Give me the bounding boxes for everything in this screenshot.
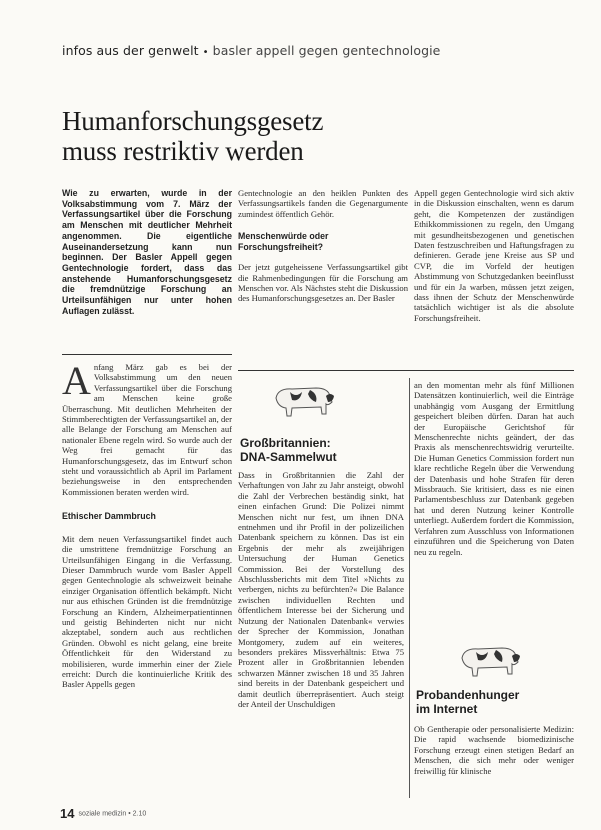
box1-column-1	[238, 470, 404, 800]
article-body-col3: Appell gegen Gentechnologie wird sich aktiv in die Diskussion einschalten, wenn es darum geht, die Kompetenzen der zuständigen Ethikkommissionen zu regeln, den Umgang mit gesundheitsbezogenen und genetischen Daten festzuschreiben und Haftungsfragen zu definieren. Gerade jene Kreise aus SP und CVP, die im Vorfeld der heutigen Abstimmung von Schutzgedanken beeinflusst und für ein Ja warben, müssen jetzt zeigen, dass ihnen der Schutz der Menschenwürde tatsächlich wichtiger ist als die absolute Forschungsfreiheit.	[414, 188, 574, 323]
box1-title	[240, 436, 337, 464]
article-body-col1b: Mit dem neuen Verfassungsartikel findet auch die umstrittene fremdnützige Forschung an Urteilsunfähigen Eingang in die Verfassung. Dieser Dammbruch wurde vom Basler Appell gegen Gentechnologie als schweizweit beinahe einziger Organisation öffentlich bekämpft. Nicht nur aus ethischen Gründen ist die fremdnützige Forschung an Kindern, Alzheimerpatientinnen und geistig Behinderten nicht nur nicht akzeptabel, sondern auch aus rechtlichen Gründen. Obwohl es nicht gelang, eine breite Öffentlichkeit für den Widerstand zu mobilisieren, wurde immerhin einer der Ziele erreicht: Durch die kontinuierliche Kritik des Basler Appells gegen	[62, 533, 232, 690]
subhead-menschenwuerde: Menschenwürde oder Forschungsfreiheit?	[238, 231, 329, 252]
box-divider	[238, 370, 574, 371]
box1-title-line2: DNA-Sammelwut	[240, 450, 337, 464]
article-title-line2: muss restriktiv werden	[62, 136, 304, 166]
article-column-1	[62, 362, 232, 802]
article-title-line1: Humanforschungsgesetz	[62, 106, 324, 136]
section-name: infos aus der genwelt	[62, 43, 199, 58]
box2-title	[416, 688, 519, 716]
section-topic: basler appell gegen gentechnologie	[212, 43, 441, 58]
box2-column	[414, 724, 574, 800]
article-column-2	[238, 188, 408, 358]
article-column-3	[414, 188, 574, 354]
cow-icon	[456, 640, 522, 684]
box2-title-line1: Probandenhunger	[416, 688, 520, 702]
cow-icon	[270, 380, 336, 424]
box2-title-line2: im Internet	[416, 702, 478, 716]
article-lead: Wie zu erwarten, wurde in der Volksabstimmung vom 7. März der Verfassungsartikel über die Forschung am Menschen mit deutlicher Mehrheit angenommen. Die eigentliche Auseinandersetzung kann nun beginnen. Der Basler Appell gegen Gentechnologie fordert, dass das anstehende Humanforschungsgesetz die fremdnützige Forschung an Urteilsunfähigen nur unter hohen Auflagen zulässt.	[62, 188, 232, 316]
article-body-col2b: Der jetzt gutgeheissene Verfassungsartikel gibt die Rahmenbedingungen für die Forschung am Menschen vor. Als Nächstes steht die Diskussion des Humanforschungsgesetzes an. Der Basler	[238, 262, 408, 304]
lead-divider	[62, 354, 232, 355]
page-footer	[60, 806, 146, 821]
separator-bullet: •	[202, 47, 209, 58]
article-body-col2a: Gentechnologie an den heiklen Punkten des Verfassungsartikels fanden die Gegenargumente zumindest öffentlich Gehör.	[238, 188, 408, 219]
box1-text: Dass in Großbritannien die Zahl der Verhaftungen von Jahr zu Jahr ansteigt, obwohl die Zahl der Verbrechen beständig sinkt, hat einen einfachen Grund: Die Polizei nimmt Menschen nicht nur fest, um ihnen DNA entnehmen und ihr Profil in der polizeilichen Datenbank speichern zu können. Das ist ein Ergebnis der mehr als zweijährigen Untersuchung der Human Genetics Commission. Bei der Vorstellung des Abschlussberichts mit dem Titel »Nichts zu verbergen, nichts zu befürchten?« Die Balance zwischen individuellen Rechten und öffentlichem Interesse bei der Sicherung und Nutzung der Nationalen Datenbank« verwies der Sprecher der Kommission, Jonathan Montgomery, zudem auf ein weiteres, besonders prekäres Missverhältnis: Etwa 75 Prozent aller in Großbritannien lebenden schwarzen Männer zwischen 18 und 35 Jahren sind bereits in der Datenbank gespeichert und damit deutlich überrepräsentiert. Auch steigt der Anteil der Unschuldigen	[238, 470, 404, 709]
section-header	[62, 43, 440, 58]
box1-title-line1: Großbritannien:	[240, 436, 331, 450]
article-body-intro: nfang März gab es bei der Volksabstimmung um den neuen Verfassungsartikel über die Forschung am Menschen keine große Überraschung. Mit deutlichen Mehrheiten der Stimmberechtigten der Verfassungsartikel an, der alle Belange der Forschung am Menschen auf nationaler Ebene regeln wird. So wurde auch der Weg frei gemacht für das Humanforschungsgesetz, das im Entwurf schon steht und voraussichtlich ab April im Parlament beziehungsweise in den entsprechenden Kommissionen beraten werden wird.	[62, 362, 232, 497]
article-title	[62, 106, 323, 166]
subhead-ethischer-dammbruch: Ethischer Dammbruch	[62, 511, 156, 522]
drop-cap: A	[62, 362, 91, 403]
box2-text: Ob Gentherapie oder personalisierte Medizin: Die rapid wachsende biomedizinische Forschung erzeugt einen stetigen Bedarf an Menschen, die sich mehr oder weniger freiwillig für klinische	[414, 724, 574, 776]
box1-column-2	[414, 380, 574, 636]
box1-text-continued: an den momentan mehr als fünf Millionen Datensätzen kontinuierlich, weil die Einträge unabhängig vom Ausgang der Ermittlung gespeichert bleiben dürfen. Daran hat auch der Europäische Gerichtshof für Menschenrechte nichts geändert, der das Praxis als menschenrechtswidrig verurteilte. Die Human Genetics Commission fordert nun klare rechtliche Regeln über die Verwendung der Datenbasis und hohe Strafen für deren Missbrauch. Sie kritisiert, dass es nie einen Parlamentsbeschluss zur Datenbank gegeben hat und deren Nutzung keiner Kontrolle unterliegt. Außerdem fordert die Kommission, Verfahren zum Ausschluss von Informationen einzuführen und die Speicherung von Daten neu zu regeln.	[414, 380, 574, 557]
page-number: 14	[60, 806, 75, 821]
column-divider	[409, 378, 410, 798]
publication-name: soziale medizin • 2.10	[78, 810, 147, 818]
